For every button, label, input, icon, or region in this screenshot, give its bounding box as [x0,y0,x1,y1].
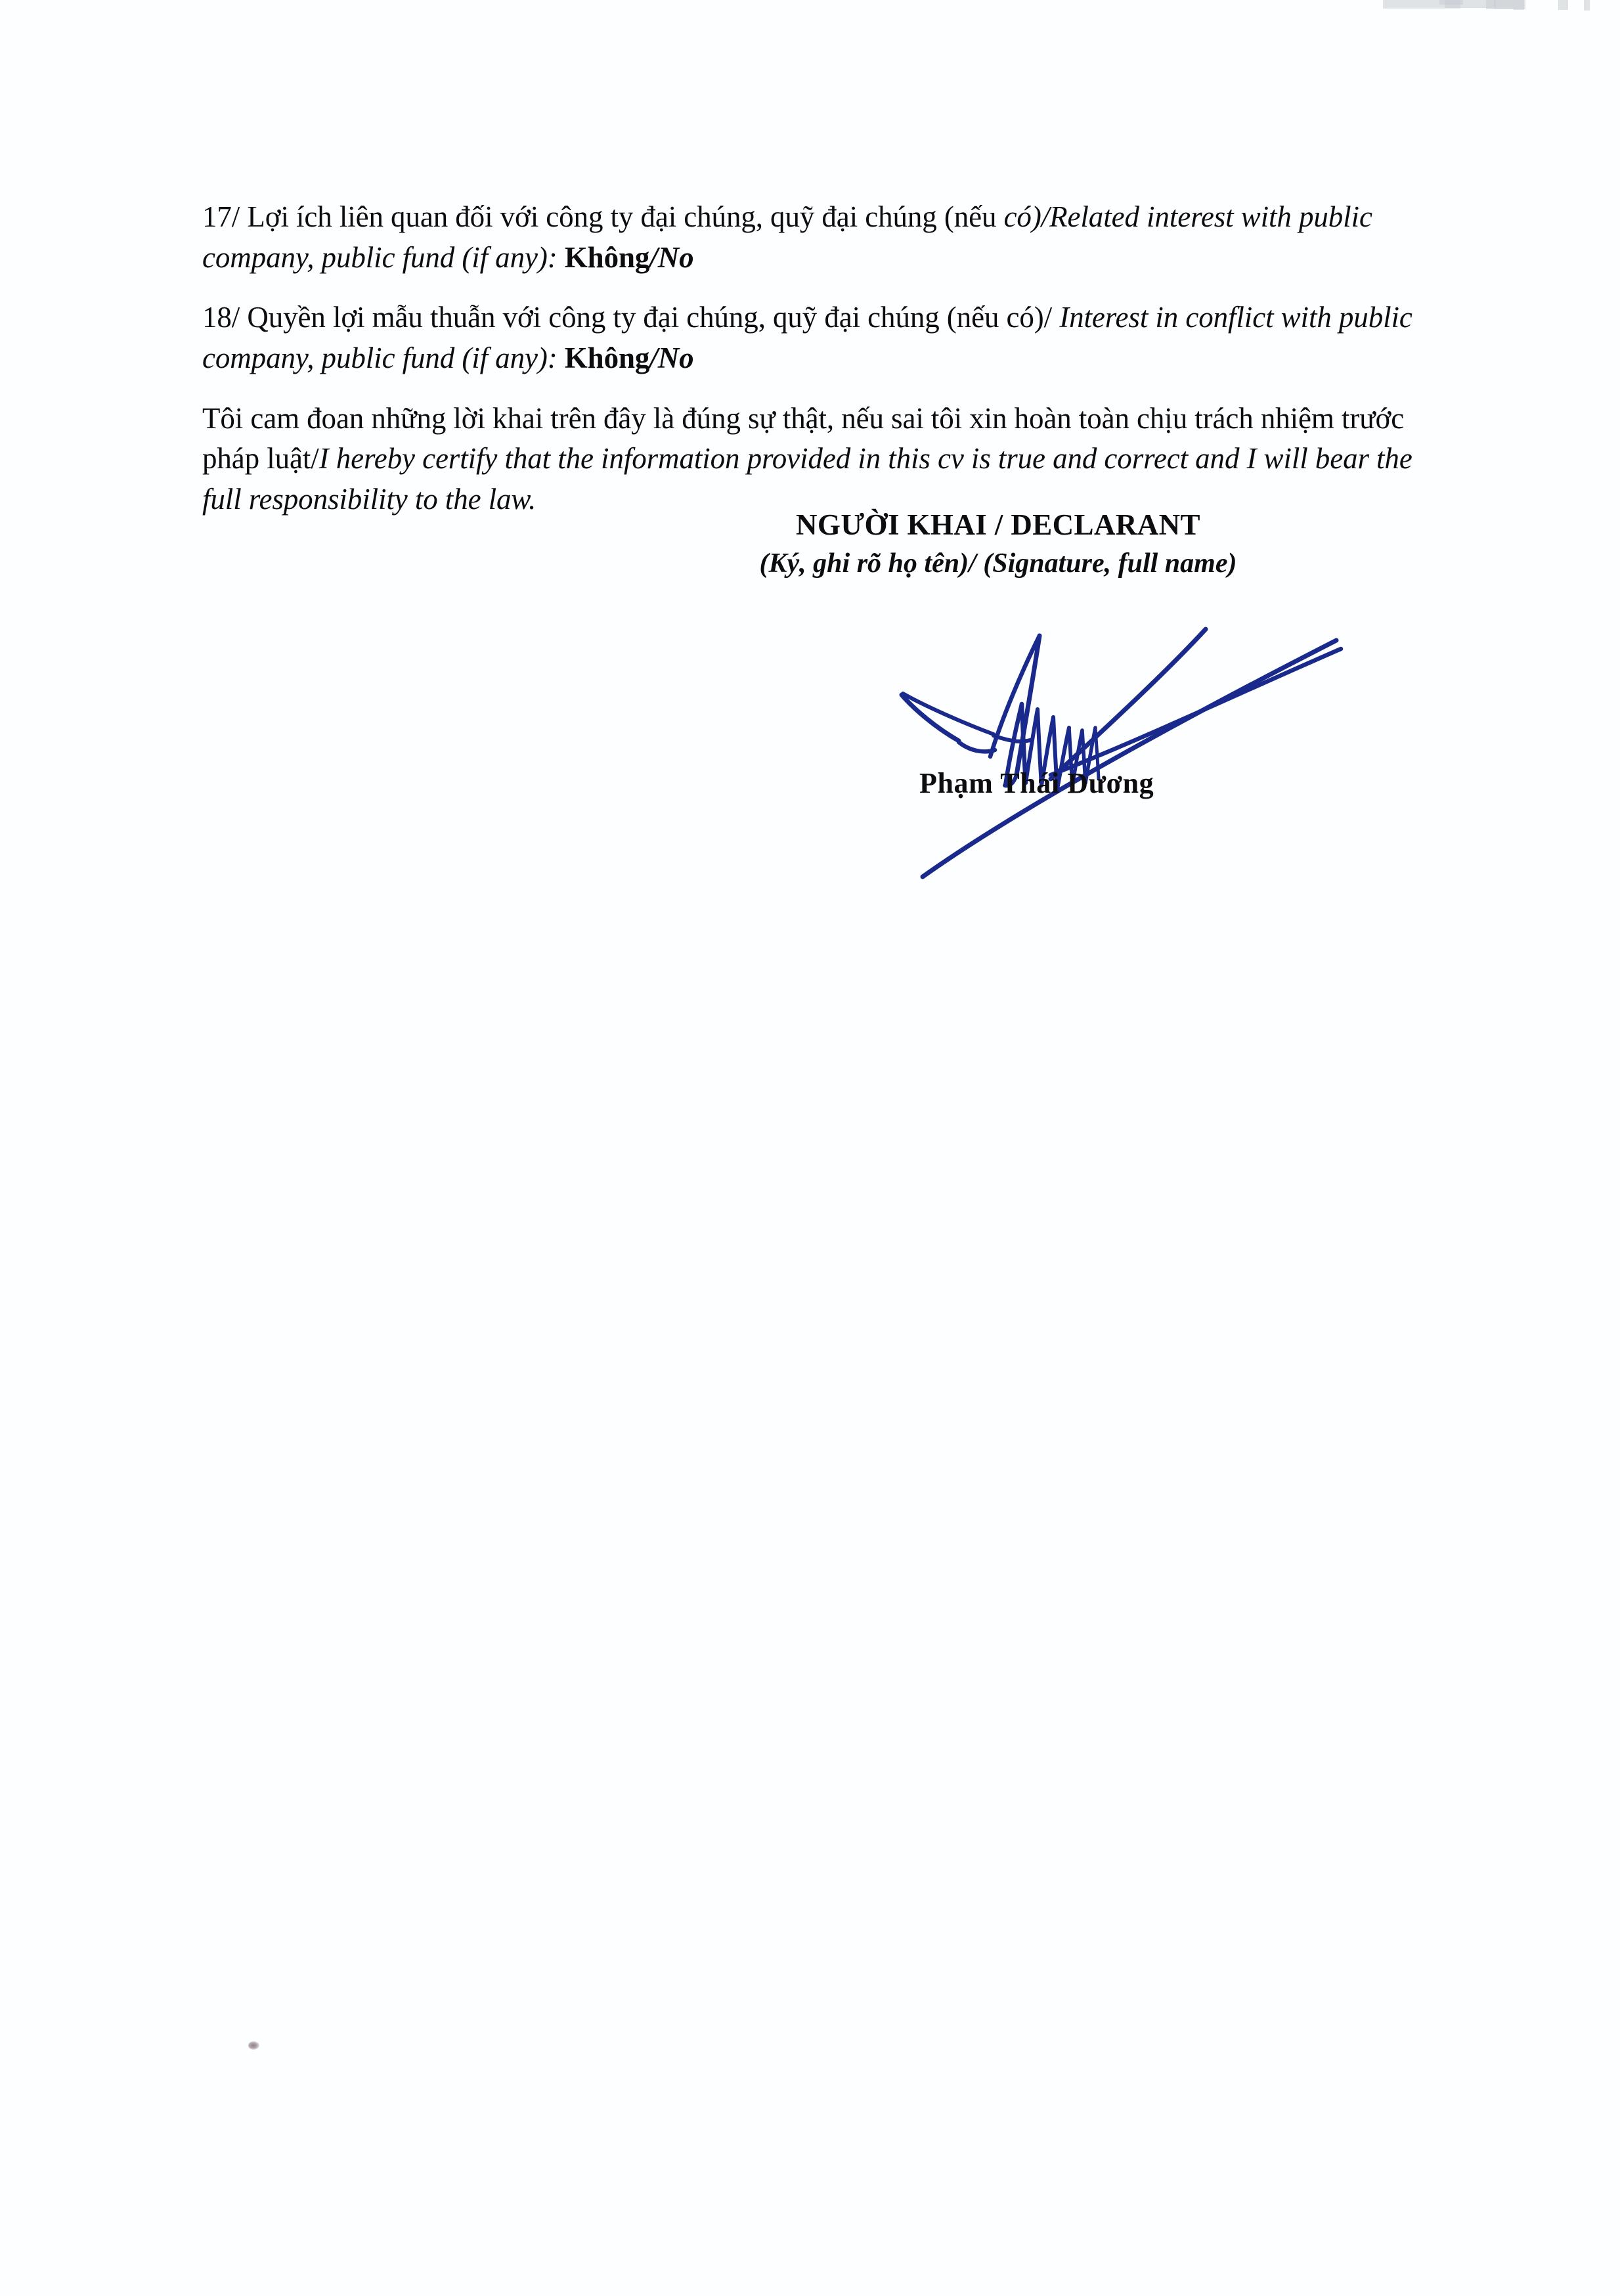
item-18-answer-english: /No [649,341,694,374]
scan-artifact [1445,0,1496,8]
declarant-title: NGƯỜI KHAI / DECLARANT [796,508,1200,541]
declarant-heading-block [703,507,1294,581]
item-17-vietnamese-text: Lợi ích liên quan đối với công ty đại chúng, quỹ đại chúng (nếu [247,200,1004,233]
item-17-english-text: /Related interest with public company, public fund (if any): [202,200,1372,274]
scan-artifact [1558,0,1568,10]
scan-artifact [1494,0,1514,9]
scan-artifact [1584,0,1590,11]
item-17-number: 17/ [202,200,248,233]
item-18-answer-vietnamese: Không [564,341,650,374]
item-18-vietnamese-text: Quyền lợi mẫu thuẫn với công ty đại chúng, quỹ đại chúng (nếu có)/ [247,301,1060,334]
item-17-answer-english: /No [649,240,694,274]
item-17-vietnamese-parenthetical: có) [1003,200,1041,233]
scan-artifact [1439,0,1463,5]
item-18-english-text: Interest in conflict with public company, public fund (if any): [202,301,1412,374]
certification-english-text: I hereby certify that the information provided in this cv is true and correct and I will bear the full responsibility to the law. [202,442,1412,516]
scan-artifact [1514,0,1524,10]
printed-declarant-name: Phạm Thái Dương [919,767,1154,799]
scan-artifact [1383,0,1460,9]
scan-dust-speck [248,2041,259,2050]
document-body [202,197,1447,519]
item-17-paragraph [202,197,1447,278]
item-18-paragraph [202,298,1447,378]
scan-artifact-strip [0,0,1620,17]
declarant-subtitle: (Ký, ghi rõ họ tên)/ (Signature, full name) [759,548,1237,579]
handwritten-signature [854,578,1432,887]
certification-vietnamese-text: Tôi cam đoan những lời khai trên đây là đúng sự thật, nếu sai tôi xin hoàn toàn chịu trách nhiệm trước pháp luật/ [202,401,1405,475]
item-18-number: 18/ [202,301,248,334]
item-17-answer-vietnamese: Không [564,240,650,274]
certification-paragraph [202,399,1447,520]
scan-artifact [1486,0,1525,9]
